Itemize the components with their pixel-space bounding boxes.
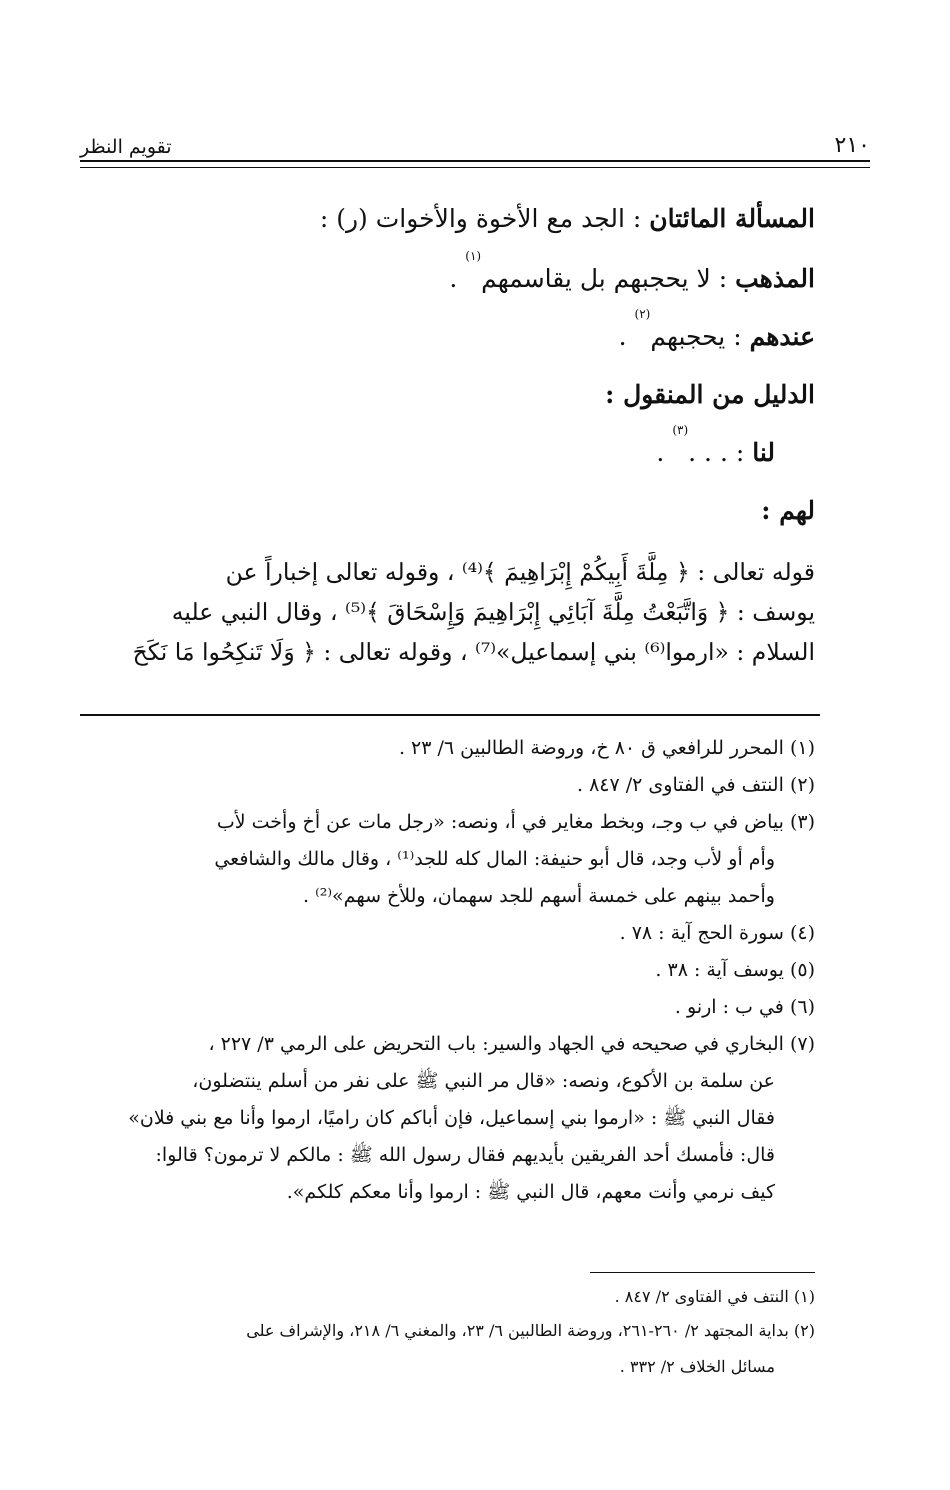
footnote-separator bbox=[80, 714, 820, 716]
footnote-text: المحرر للرافعي ق ٨٠ خ، وروضة الطالبين ٦/ ٢٣ . bbox=[398, 737, 784, 759]
issue-label: المسألة المائتان bbox=[649, 204, 815, 233]
lana-text: : . . . bbox=[688, 438, 753, 467]
page-number: ٢١٠ bbox=[834, 133, 870, 158]
running-title: تقويم النظر bbox=[80, 136, 172, 158]
evidence-paragraph bbox=[80, 552, 815, 672]
madhhab-label: المذهب bbox=[735, 264, 815, 293]
footnote-text: بياض في ب وجـ، وبخط مغاير في أ، ونصه: «رجل مات عن أخ وأخت لأب bbox=[216, 811, 784, 833]
footnote-number: (٦) bbox=[789, 996, 815, 1018]
sub-footnote-item bbox=[80, 1314, 815, 1348]
sub-footnote-item bbox=[80, 1280, 815, 1314]
footnote-text: يوسف آية : ٣٨ . bbox=[655, 959, 784, 981]
footnote-number: (٥) bbox=[789, 959, 815, 981]
footnote-ref[interactable]: (٢) bbox=[634, 307, 651, 321]
running-header bbox=[80, 118, 870, 158]
footnote-number: (٢) bbox=[789, 774, 815, 796]
footnote-ref[interactable]: (٣) bbox=[672, 423, 689, 437]
footnote-item bbox=[80, 730, 815, 767]
footnote-number: (٤) bbox=[789, 922, 815, 944]
footnote-continuation: وأم أو لأب وجد، قال أبو حنيفة: المال كله للجد⁽¹⁾ ، وقال مالك والشافعي bbox=[214, 848, 775, 870]
footnote-continuation: عن سلمة بن الأكوع، ونصه: «قال مر النبي ﷺ على نفر من أسلم ينتضلون، bbox=[192, 1070, 775, 1092]
footnote-continuation: وأحمد بينهم على خمسة أسهم للجد سهمان، وللأخ سهم»⁽²⁾ . bbox=[303, 885, 775, 907]
lana-line bbox=[80, 424, 775, 482]
madhhab-end: . bbox=[449, 264, 466, 293]
footnote-text: البخاري في صحيحه في الجهاد والسير: باب التحريض على الرمي ٣/ ٢٢٧ ، bbox=[208, 1033, 784, 1055]
footnote-text: النتف في الفتاوى ٢/ ٨٤٧ . bbox=[614, 1287, 789, 1306]
footnote-text: في ب : ارنو . bbox=[674, 996, 784, 1018]
footnote-number: (٧) bbox=[789, 1033, 815, 1055]
paragraph-line: السلام : «ارموا⁽⁶⁾ بني إسماعيل»⁽⁷⁾ ، وقوله تعالى : ﴿ وَلَا تَنكِحُوا مَا نَكَحَ bbox=[132, 638, 815, 666]
indahum-end: . bbox=[618, 322, 635, 351]
footnote-number: (١) bbox=[793, 1287, 815, 1306]
indahum-line bbox=[80, 308, 815, 366]
footnote-number: (٣) bbox=[789, 811, 815, 833]
footnote-continuation: كيف نرمي وأنت معهم، قال النبي ﷺ : ارموا وأنا معكم كلكم». bbox=[286, 1181, 775, 1203]
paragraph-line: يوسف : ﴿ وَاتَّبَعْتُ مِلَّةَ آبَائِي إِبْرَاهِيمَ وَإِسْحَاقَ ﴾⁽⁵⁾ ، وقال النبي عليه bbox=[171, 598, 815, 626]
madhhab-line bbox=[80, 250, 815, 308]
footnote-continuation: قال: فأمسك أحد الفريقين بأيديهم فقال رسول الله ﷺ : مالكم لا ترمون؟ قالوا: bbox=[155, 1144, 775, 1166]
issue-line bbox=[80, 190, 815, 250]
sub-footnote-separator bbox=[590, 1272, 815, 1273]
paragraph-line: قوله تعالى : ﴿ مِلَّةَ أَبِيكُمْ إِبْرَاهِيمَ ﴾⁽⁴⁾ ، وقوله تعالى إخباراً عن bbox=[225, 558, 815, 586]
evidence-heading: الدليل من المنقول : bbox=[605, 380, 815, 409]
footnote-item bbox=[80, 989, 815, 1026]
footnote-number: (١) bbox=[789, 737, 815, 759]
lana-label: لنا bbox=[752, 438, 775, 467]
footnote-item bbox=[80, 1026, 815, 1063]
main-text bbox=[80, 190, 815, 540]
lana-end: . bbox=[656, 438, 673, 467]
issue-text: : الجد مع الأخوة والأخوات (ر) : bbox=[319, 204, 650, 233]
lahum-label: لهم : bbox=[761, 496, 815, 525]
footnote-item bbox=[80, 952, 815, 989]
indahum-text: : يحجبهم bbox=[650, 322, 750, 351]
footnote-item bbox=[80, 767, 815, 804]
footnotes bbox=[80, 730, 815, 1211]
footnote-text: سورة الحج آية : ٧٨ . bbox=[619, 922, 784, 944]
sub-footnotes bbox=[80, 1280, 815, 1385]
footnote-item bbox=[80, 915, 815, 952]
footnote-number: (٢) bbox=[793, 1321, 815, 1340]
footnote-continuation: مسائل الخلاف ٢/ ٣٣٢ . bbox=[619, 1357, 775, 1376]
footnote-continuation: فقال النبي ﷺ : «ارموا بني إسماعيل، فإن أباكم كان راميًا، ارموا وأنا مع بني فلان» bbox=[128, 1107, 775, 1129]
footnote-ref[interactable]: (١) bbox=[465, 249, 482, 263]
footnote-text: بداية المجتهد ٢/ ٢٦٠-٢٦١، وروضة الطالبين ٦/ ٢٣، والمغني ٦/ ٢١٨، والإشراف على bbox=[246, 1321, 789, 1340]
footnote-text: النتف في الفتاوى ٢/ ٨٤٧ . bbox=[577, 774, 784, 796]
madhhab-text: : لا يحجبهم بل يقاسمهم bbox=[481, 264, 736, 293]
footnote-item bbox=[80, 804, 815, 841]
indahum-label: عندهم bbox=[749, 322, 815, 351]
header-rule bbox=[80, 160, 870, 168]
